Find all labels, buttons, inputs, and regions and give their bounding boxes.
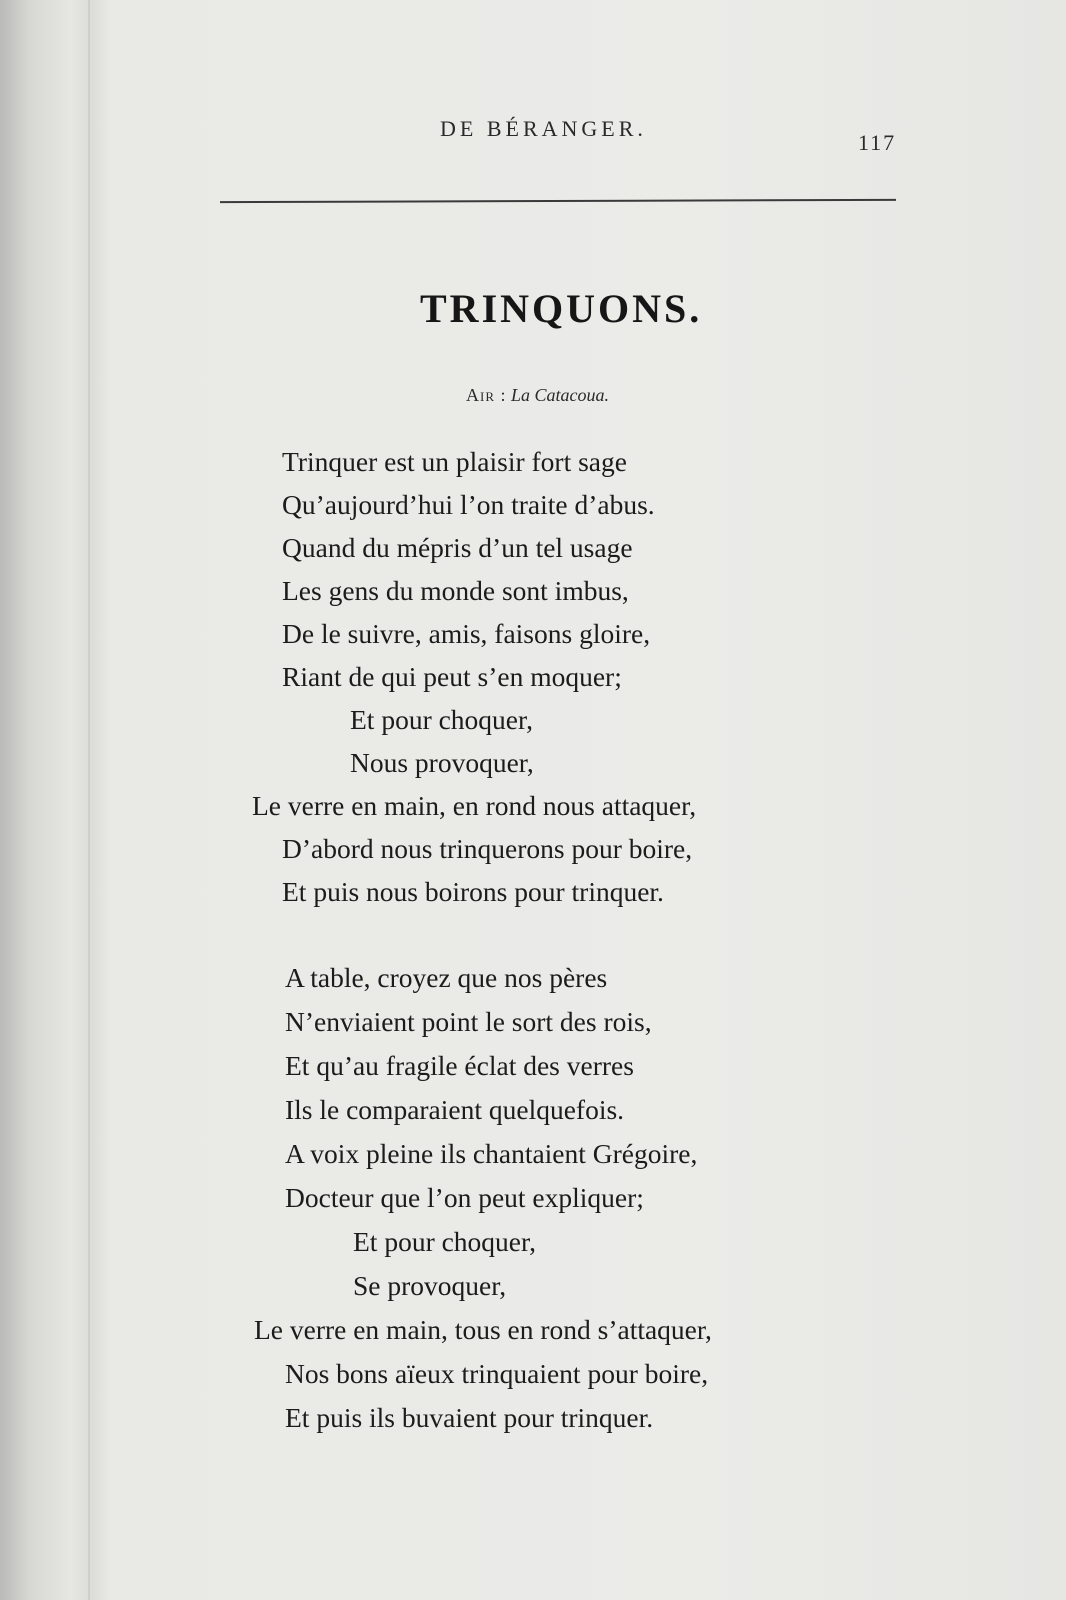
verse-line: Nos bons aïeux trinquaient pour boire, bbox=[285, 1358, 709, 1389]
verse-line: Et qu’au fragile éclat des verres bbox=[285, 1050, 634, 1081]
air-tune: La Catacoua. bbox=[511, 385, 610, 405]
book-gutter bbox=[88, 0, 90, 1600]
verse-line: Le verre en main, tous en rond s’attaquer, bbox=[254, 1314, 712, 1345]
verse-line: N’enviaient point le sort des rois, bbox=[285, 1006, 652, 1037]
verse-line: Et puis nous boirons pour trinquer. bbox=[282, 876, 664, 907]
verse-line: Et puis ils buvaient pour trinquer. bbox=[285, 1402, 654, 1433]
verse-line: Quand du mépris d’un tel usage bbox=[282, 532, 633, 563]
running-head: DE BÉRANGER. bbox=[440, 116, 647, 141]
air-indication bbox=[466, 385, 609, 406]
verse-line: De le suivre, amis, faisons gloire, bbox=[282, 618, 651, 649]
verse-line: Qu’aujourd’hui l’on traite d’abus. bbox=[282, 489, 655, 520]
verse-line: A table, croyez que nos pères bbox=[285, 962, 608, 993]
verse-line: Ils le comparaient quelquefois. bbox=[285, 1094, 625, 1125]
verse-line: Les gens du monde sont imbus, bbox=[282, 575, 629, 606]
verse-line: Et pour choquer, bbox=[350, 704, 533, 735]
verse-line: Nous provoquer, bbox=[350, 747, 534, 778]
header-rule bbox=[220, 199, 896, 203]
verse-line: Trinquer est un plaisir fort sage bbox=[282, 446, 627, 477]
air-label: Air : bbox=[466, 385, 507, 405]
verse-line: Riant de qui peut s’en moquer; bbox=[282, 661, 622, 692]
verse-line: D’abord nous trinquerons pour boire, bbox=[282, 833, 693, 864]
verse-line: Et pour choquer, bbox=[353, 1226, 536, 1257]
verse-line: Le verre en main, en rond nous attaquer, bbox=[252, 790, 697, 821]
verse-line: Se provoquer, bbox=[353, 1270, 507, 1301]
verse-line: A voix pleine ils chantaient Grégoire, bbox=[285, 1138, 698, 1169]
page-number: 117 bbox=[858, 130, 897, 155]
poem-title: TRINQUONS. bbox=[420, 286, 703, 331]
verse-line: Docteur que l’on peut expliquer; bbox=[285, 1182, 644, 1213]
